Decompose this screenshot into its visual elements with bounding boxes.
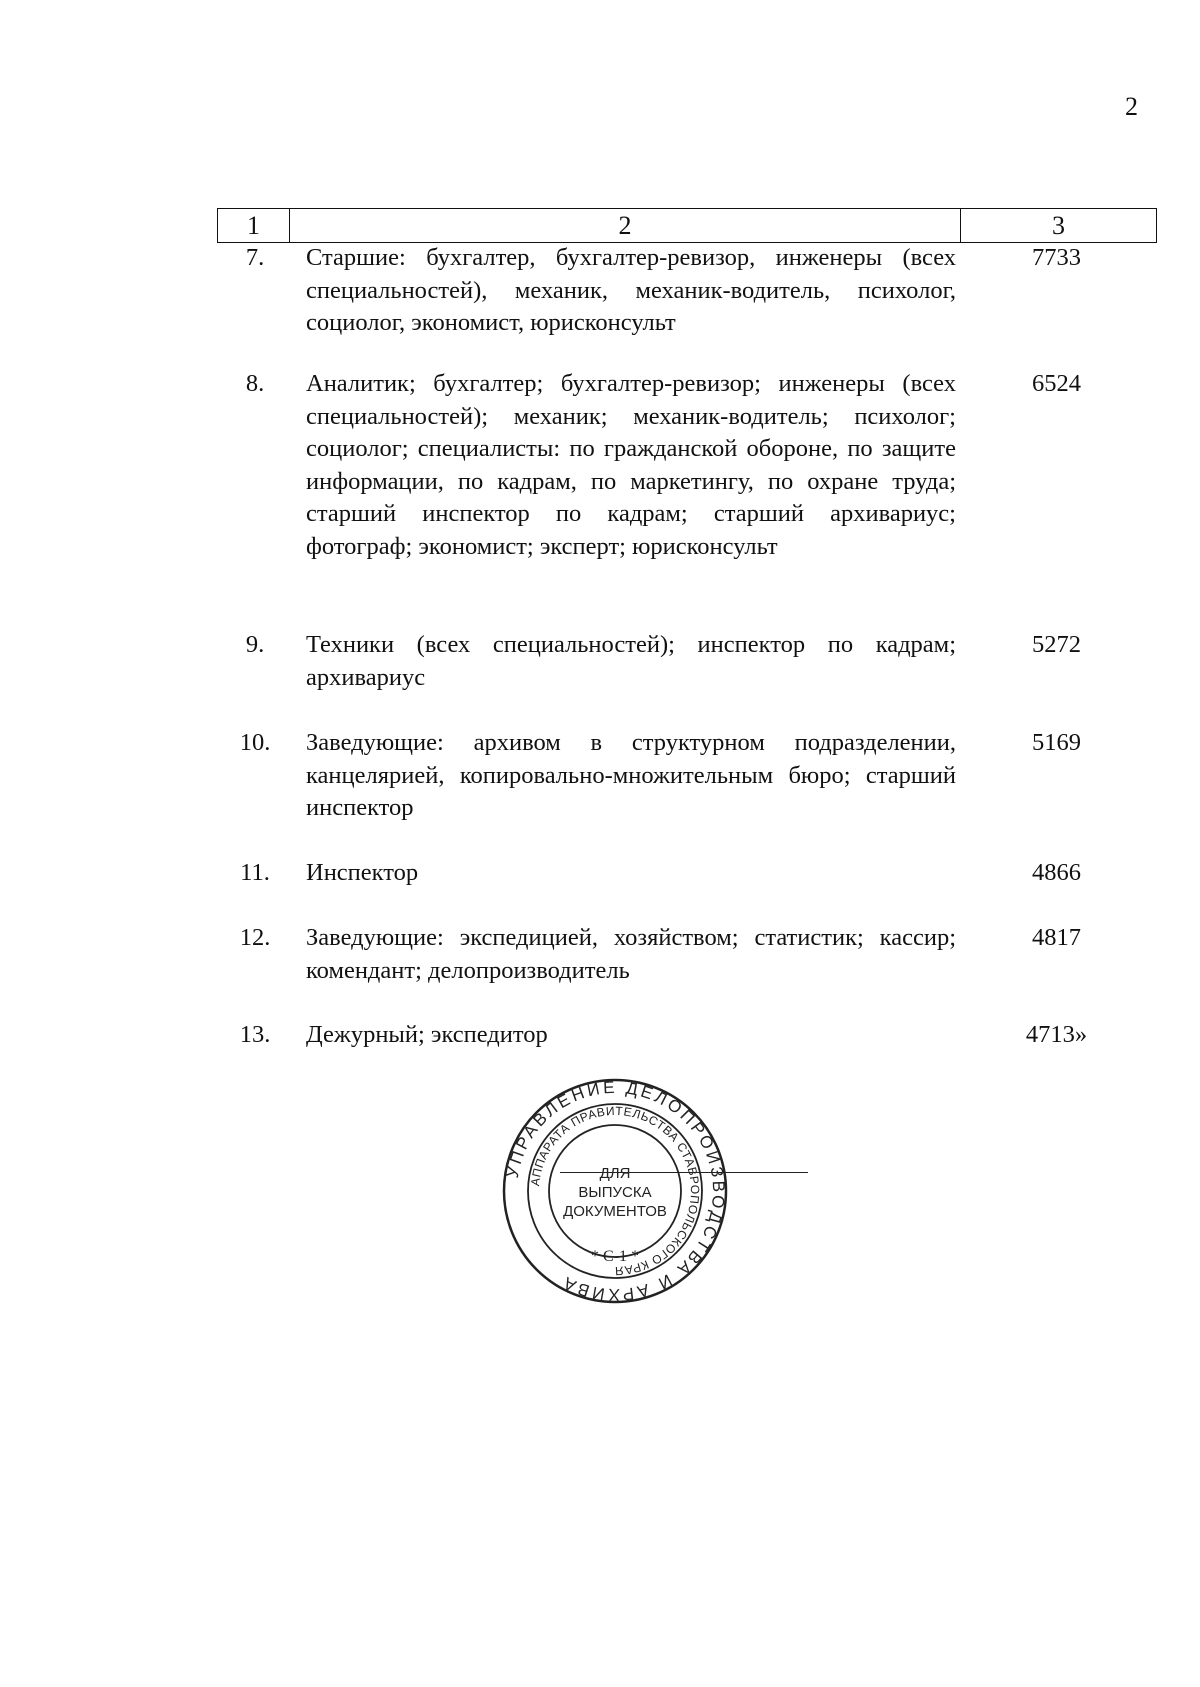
row-description: Дежурный; экспедитор [306,1021,548,1048]
table-row [217,629,1157,694]
header-cell-value: 3 [1052,210,1065,240]
row-number: 8. [245,370,265,397]
row-value: 5272 [1032,631,1081,658]
table-row [217,242,1157,340]
row-number: 7. [245,244,265,271]
row-value: 7733 [1032,244,1081,271]
row-value: 4866 [1032,859,1081,886]
stamp-center-line2: ВЫПУСКА [578,1184,652,1201]
row-number: 9. [245,631,265,658]
header-cell-number: 1 [218,209,290,242]
row-description: Инспектор [306,859,419,886]
row-description: Заведующие: архивом в структурном подразделении, канцелярией, копировально-множительным бюро; старший инспектор [306,729,956,821]
stamp-code: * С-1 * [591,1248,639,1265]
row-number: 10. [239,729,271,756]
stamp-inner-text: АППАРАТА ПРАВИТЕЛЬСТВА СТАВРОПОЛЬСКОГО КРАЯ [528,1103,703,1279]
table-row [217,368,1157,563]
row-value: 4817 [1032,924,1081,951]
stamp-center-line3: ДОКУМЕНТОВ [563,1203,667,1220]
row-value: 4713» [1025,1021,1088,1048]
row-description: Техники (всех специальностей); инспектор по кадрам; архивариус [306,631,956,691]
row-description: Заведующие: экспедицией, хозяйством; статистик; кассир; комендант; делопроизводитель [306,924,956,984]
table-row [217,857,1157,890]
row-description: Старшие: бухгалтер, бухгалтер-ревизор, инженеры (всех специальностей), механик, механик-водитель, психолог, социолог, экономист, юрисконсульт [306,244,956,336]
row-number: 12. [239,924,271,951]
stamp-outer-text: УПРАВЛЕНИЕ ДЕЛОПРОИЗВОДСТВА И АРХИВА [502,1077,729,1305]
table-header [217,208,1157,243]
table-row [217,727,1157,825]
page-number: 2 [1125,92,1138,121]
table-row [217,1019,1157,1052]
row-number: 13. [239,1021,271,1048]
row-number: 11. [240,859,270,886]
table-row [217,922,1157,987]
row-value: 6524 [1032,370,1081,397]
header-cell-description: 2 [290,209,961,242]
row-description: Аналитик; бухгалтер; бухгалтер-ревизор; инженеры (всех специальностей); механик; механик-водитель; психолог; социолог; специалисты: по гражданской обороне, по защите информации, по кадрам, по маркетингу, по охране труда; старший инспектор по кадрам; старший архивариус; фотограф; экономист; эксперт; юрисконсульт [306,370,956,560]
stamp-center-line1: ДЛЯ [599,1165,631,1182]
official-stamp-icon [500,1076,730,1306]
row-value: 5169 [1032,729,1081,756]
